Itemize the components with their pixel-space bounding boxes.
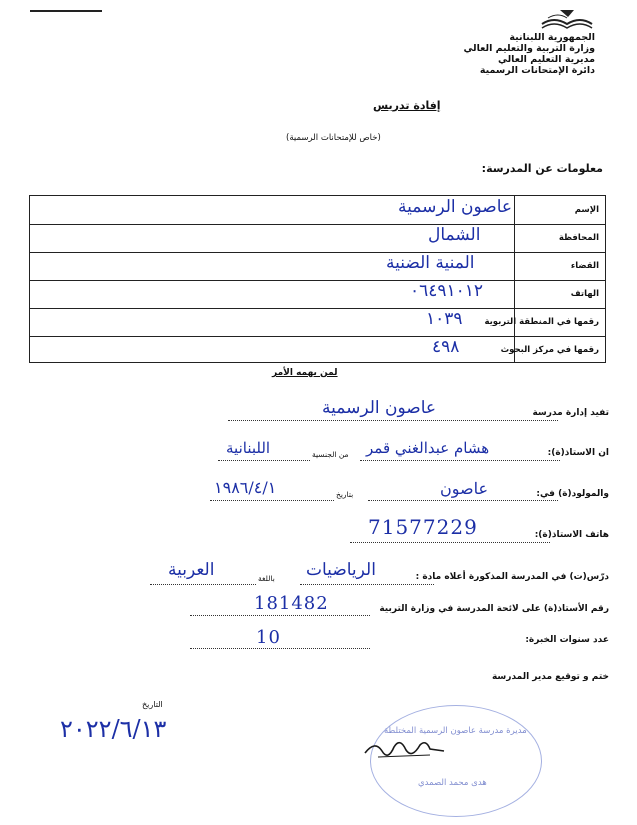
- dob-dotted-line: [210, 500, 334, 501]
- header-line-4: دائرة الإمتحانات الرسمية: [479, 65, 595, 76]
- language-dotted-line: [150, 584, 256, 585]
- table-row: [30, 252, 605, 281]
- years-experience-value: 10: [256, 627, 281, 648]
- book-logo-icon: [538, 6, 596, 32]
- row-label-name: الإسم: [574, 205, 599, 215]
- nationality-dotted-line: [218, 460, 310, 461]
- registry-number-value: 181482: [254, 593, 329, 614]
- teacher-phone-value: 71577229: [368, 515, 478, 539]
- row-label-research-center-number: رقمها في مركز البحوث: [500, 345, 599, 355]
- header-line-1: الجمهورية اللبنانية: [509, 32, 595, 43]
- date-of-birth-value: ١٩٨٦/٤/١: [214, 478, 277, 497]
- row-label-phone: الهاتف: [570, 289, 599, 299]
- subject-dotted-line: [300, 584, 434, 585]
- stamp-line-2: هدى محمد الصمدي: [418, 778, 487, 788]
- row-value-name: عاصون الرسمية: [398, 197, 513, 217]
- row-label-governorate: المحافظة: [558, 233, 599, 243]
- registry-number-label: رقم الأستاذ(ة) على لائحة المدرسة في وزارة التربية: [379, 604, 609, 614]
- subject-value: الرياضيات: [306, 560, 376, 580]
- date-value: ٢٠٢٢/٦/١٣: [60, 715, 167, 743]
- principal-signature-label: ختم و توقيع مدير المدرسة: [491, 672, 609, 682]
- table-row: [30, 280, 605, 309]
- to-whom-heading: لمن يهمه الأمر: [272, 368, 338, 378]
- row-label-edu-zone-number: رقمها في المنطقة التربوية: [484, 317, 599, 327]
- header-line-2: وزارة التربية والتعليم العالي: [463, 43, 595, 54]
- born-place-value: عاصون: [440, 479, 489, 498]
- table-row: [30, 196, 605, 225]
- school-info-heading: معلومات عن المدرسة:: [481, 162, 603, 175]
- language-label: باللغة: [258, 574, 275, 583]
- document-title: إفادة تدريس: [373, 99, 441, 112]
- registry-dotted-line: [190, 615, 370, 616]
- born-dotted-line: [368, 500, 558, 501]
- row-value-phone: ٠٦٤٩١٠١٢: [410, 281, 484, 301]
- top-rule: [30, 10, 102, 12]
- stamp-line-1: مديرة مدرسة عاصون الرسمية المختلطة: [384, 726, 527, 736]
- nationality-value: اللبنانية: [226, 439, 271, 457]
- teacher-phone-label: هاتف الاستاذ(ة):: [534, 530, 609, 540]
- taught-subject-label: درّس(ت) في المدرسة المذكورة أعلاه مادة :: [415, 572, 609, 582]
- row-value-governorate: الشمال: [428, 225, 481, 245]
- date-of-birth-label: بتاريخ: [336, 490, 354, 499]
- years-experience-label: عدد سنوات الخبرة:: [525, 635, 609, 645]
- school-label: تفيد إدارة مدرسة: [532, 408, 609, 418]
- date-label: التاريخ: [142, 700, 163, 709]
- school-info-table: [29, 195, 606, 363]
- table-row: [30, 308, 605, 337]
- school-dotted-line: [228, 420, 558, 421]
- principal-signature-icon: [360, 735, 450, 765]
- document-subtitle: (خاص للإمتحانات الرسمية): [286, 133, 381, 143]
- language-value: العربية: [168, 560, 215, 580]
- teacher-value: هشام عبدالغني قمر: [366, 439, 490, 457]
- row-value-research-center-number: ٤٩٨: [432, 337, 460, 357]
- years-dotted-line: [190, 648, 370, 649]
- header-line-3: مديرية التعليم العالي: [498, 54, 595, 65]
- school-value: عاصون الرسمية: [322, 398, 437, 418]
- teacher-dotted-line: [360, 460, 560, 461]
- row-value-district: المنية الضنية: [386, 253, 475, 273]
- row-value-edu-zone-number: ١٠٣٩: [426, 309, 463, 329]
- teacher-label: ان الاستاذ(ة):: [547, 448, 609, 458]
- born-label: والمولود(ة) في:: [536, 489, 609, 499]
- table-row: [30, 336, 605, 364]
- row-label-district: القضاء: [570, 261, 599, 271]
- table-row: [30, 224, 605, 253]
- nationality-label: من الجنسية: [312, 450, 349, 459]
- phone-dotted-line: [350, 542, 550, 543]
